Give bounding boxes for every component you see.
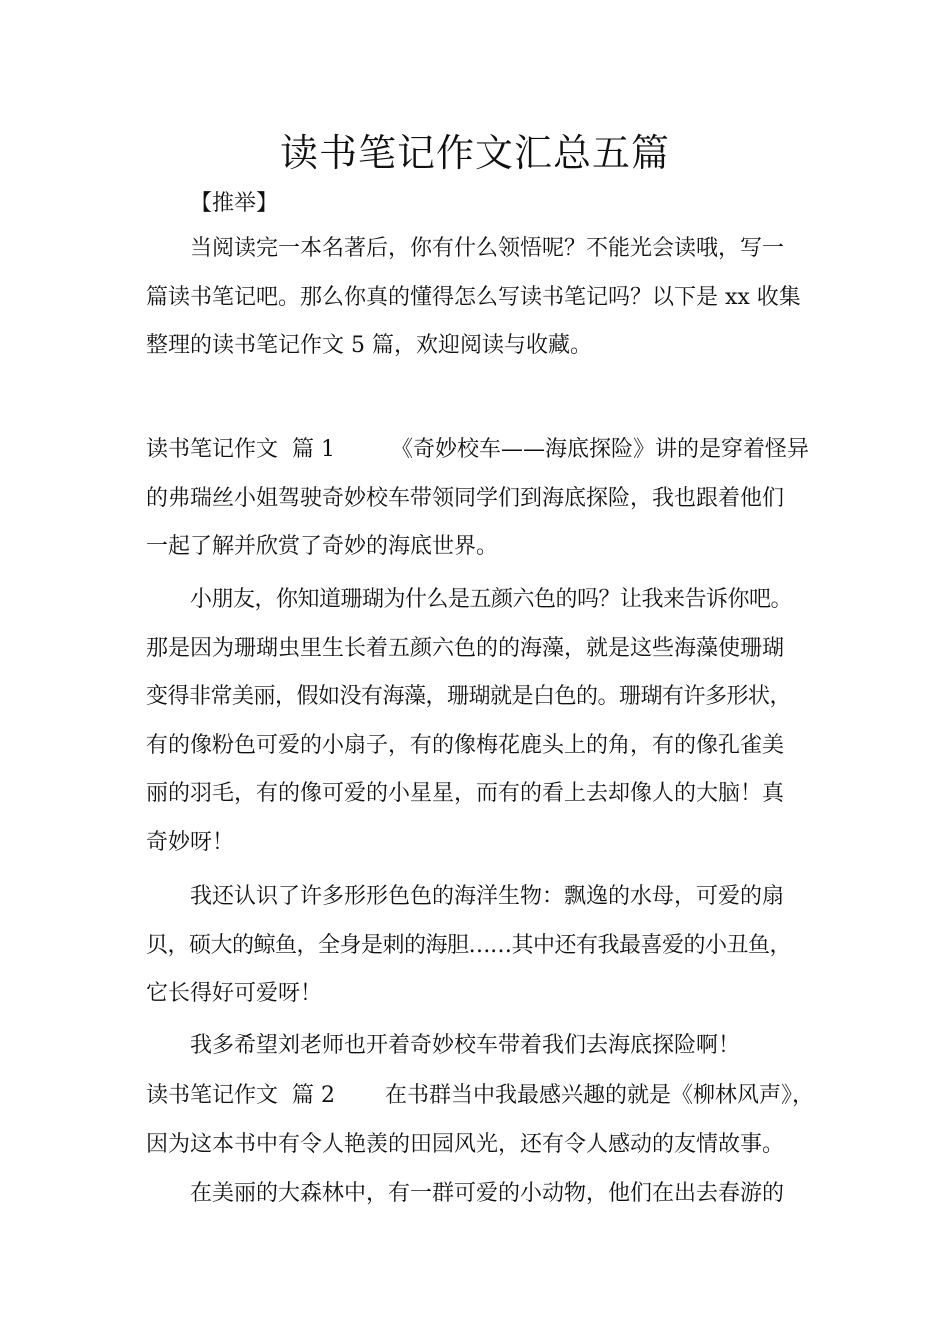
- coral-line: 那是因为珊瑚虫里生长着五颜六色的的海藻，就是这些海藻使珊瑚: [146, 635, 785, 661]
- intro-line: 整理的读书笔记作文 5 篇，欢迎阅读与收藏。: [146, 333, 592, 358]
- section-1-line: 的弗瑞丝小姐驾驶奇妙校车带领同学们到海底探险，我也跟着他们: [146, 485, 785, 511]
- section-1: [146, 426, 826, 572]
- wish-paragraph: [146, 1022, 826, 1071]
- coral-line: 有的像粉色可爱的小扇子，有的像梅花鹿头上的角，有的像孔雀美: [146, 732, 785, 758]
- tag-text: 【推举】: [190, 191, 279, 216]
- forest-paragraph: [146, 1170, 826, 1219]
- section-2-text: 在书群当中我最感兴趣的就是《柳林风声》，: [384, 1083, 814, 1108]
- section-2-heading: 读书笔记作文 篇 2: [146, 1083, 335, 1108]
- coral-line: 奇妙呀！: [146, 829, 235, 855]
- document-title: 读书笔记作文汇总五篇: [279, 131, 670, 175]
- coral-paragraph: [146, 576, 826, 867]
- section-2-first-line: [146, 1072, 826, 1121]
- intro-line: 当阅读完一本名著后，你有什么领悟呢？不能光会读哦，写一: [190, 236, 785, 261]
- coral-line: 丽的羽毛，有的像可爱的小星星，而有的看上去却像人的大脑！真: [146, 781, 785, 806]
- section-1-heading: 读书笔记作文 篇 1: [146, 437, 335, 462]
- section-1-first-line: [146, 426, 826, 475]
- sea-line: 它长得好可爱呀！: [146, 981, 323, 1006]
- section-2-line: 因为这本书中有令人艳羡的田园风光，还有令人感动的友情故事。: [146, 1131, 785, 1157]
- sea-line: 贝，硕大的鲸鱼，全身是刺的海胆……其中还有我最喜爱的小丑鱼，: [146, 932, 792, 958]
- sea-line: 我还认识了许多形形色色的海洋生物：飘逸的水母，可爱的扇: [190, 884, 785, 909]
- recommend-tag: [190, 180, 870, 229]
- sea-life-paragraph: [146, 873, 826, 1019]
- section-2: [146, 1072, 826, 1169]
- intro-line: 篇读书笔记吧。那么你真的懂得怎么写读书笔记吗？以下是 xx 收集: [146, 284, 801, 310]
- forest-line: 在美丽的大森林中，有一群可爱的小动物，他们在出去春游的: [190, 1181, 785, 1206]
- coral-line: 小朋友，你知道珊瑚为什么是五颜六色的吗？让我来告诉你吧。: [190, 587, 793, 612]
- section-1-text: 《奇妙校车——海底探险》讲的是穿着怪异: [390, 437, 809, 462]
- section-1-line: 一起了解并欣赏了奇妙的海底世界。: [146, 534, 499, 559]
- wish-line: 我多希望刘老师也开着奇妙校车带着我们去海底探险啊！: [190, 1033, 741, 1058]
- coral-line: 变得非常美丽，假如没有海藻，珊瑚就是白色的。珊瑚有许多形状，: [146, 684, 792, 709]
- intro-paragraph: [146, 225, 826, 371]
